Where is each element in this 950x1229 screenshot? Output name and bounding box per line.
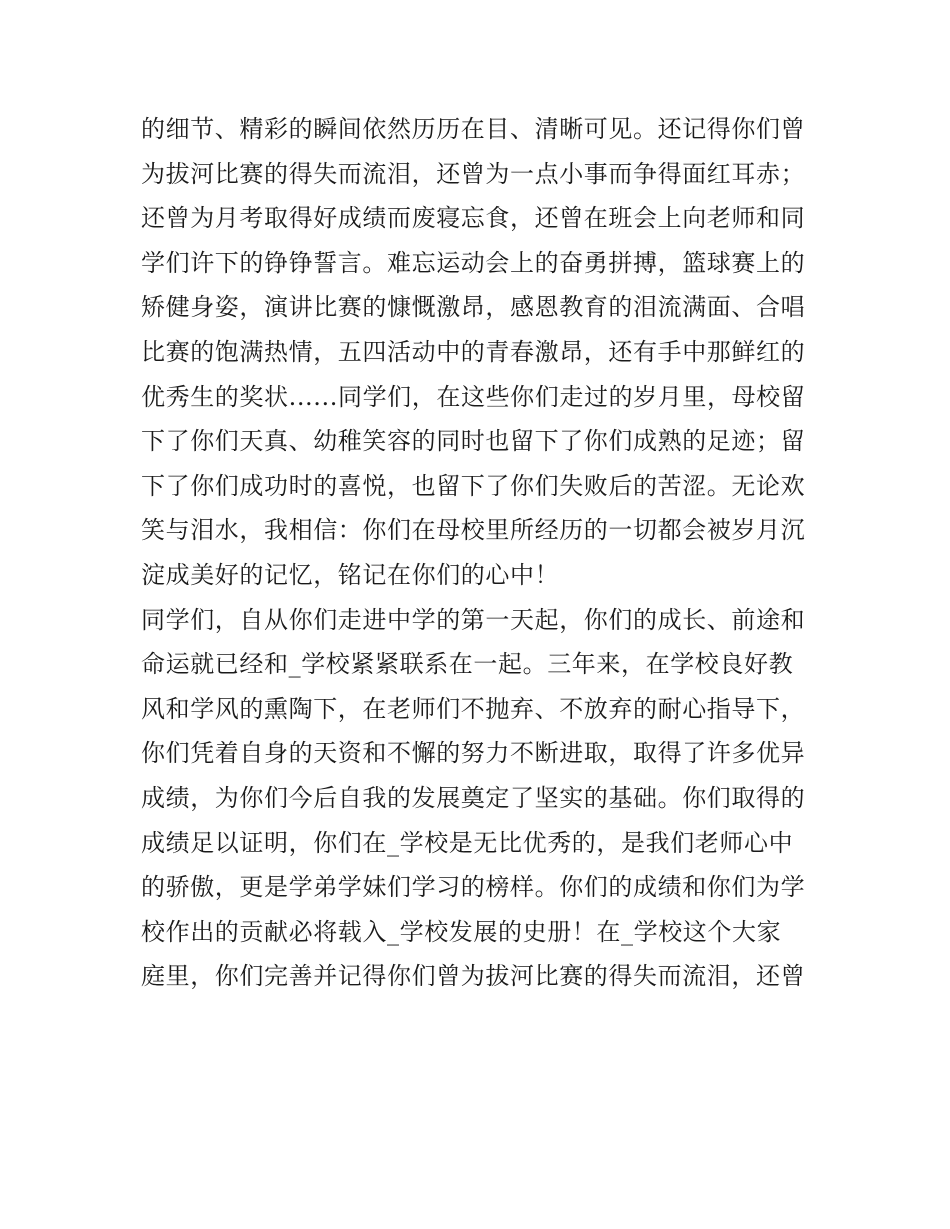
text-line: 比赛的饱满热情，五四活动中的青春激昂，还有手中那鲜红的 xyxy=(141,337,806,366)
text-line: 的细节、精彩的瞬间依然历历在目、清晰可见。还记得你们曾 xyxy=(141,115,806,143)
text-line: 还曾为月考取得好成绩而废寝忘食，还曾在班会上向老师和同 xyxy=(141,204,806,233)
text-line: 同学们，自从你们走进中学的第一天起，你们的成长、前途和 xyxy=(141,605,806,634)
text-line: 下了你们成功时的喜悦，也留下了你们失败后的苦涩。无论欢 xyxy=(141,471,806,500)
text-line: 庭里，你们完善并记得你们曾为拔河比赛的得失而流泪，还曾 xyxy=(141,962,806,991)
text-line: 命运就已经和_学校紧紧联系在一起。三年来，在学校良好教 xyxy=(141,650,794,679)
text-line: 矫健身姿，演讲比赛的慷慨激昂，感恩教育的泪流满面、合唱 xyxy=(141,293,806,322)
text-line: 下了你们天真、幼稚笑容的同时也留下了你们成熟的足迹；留 xyxy=(141,427,806,456)
text-line: 笑与泪水，我相信：你们在母校里所经历的一切都会被岁月沉 xyxy=(141,516,806,545)
text-line: 的骄傲，更是学弟学妹们学习的榜样。你们的成绩和你们为学 xyxy=(141,873,806,902)
text-line: 成绩，为你们今后自我的发展奠定了坚实的基础。你们取得的 xyxy=(141,783,806,812)
text-line: 淀成美好的记忆，铭记在你们的心中！ xyxy=(141,560,560,589)
text-line: 风和学风的熏陶下，在老师们不抛弃、不放弃的耐心指导下， xyxy=(141,694,806,723)
body-text xyxy=(141,107,821,999)
text-line: 优秀生的奖状......同学们，在这些你们走过的岁月里，母校留 xyxy=(141,382,806,411)
text-line: 为拔河比赛的得失而流泪，还曾为一点小事而争得面红耳赤； xyxy=(141,159,806,188)
text-line: 成绩足以证明，你们在_学校是无比优秀的，是我们老师心中 xyxy=(141,828,794,857)
text-line: 学们许下的铮铮誓言。难忘运动会上的奋勇拼搏，篮球赛上的 xyxy=(141,248,806,277)
text-line: 你们凭着自身的天资和不懈的努力不断进取，取得了许多优异 xyxy=(141,739,806,768)
text-line: 校作出的贡献必将载入_学校发展的史册！在_学校这个大家 xyxy=(141,917,782,946)
